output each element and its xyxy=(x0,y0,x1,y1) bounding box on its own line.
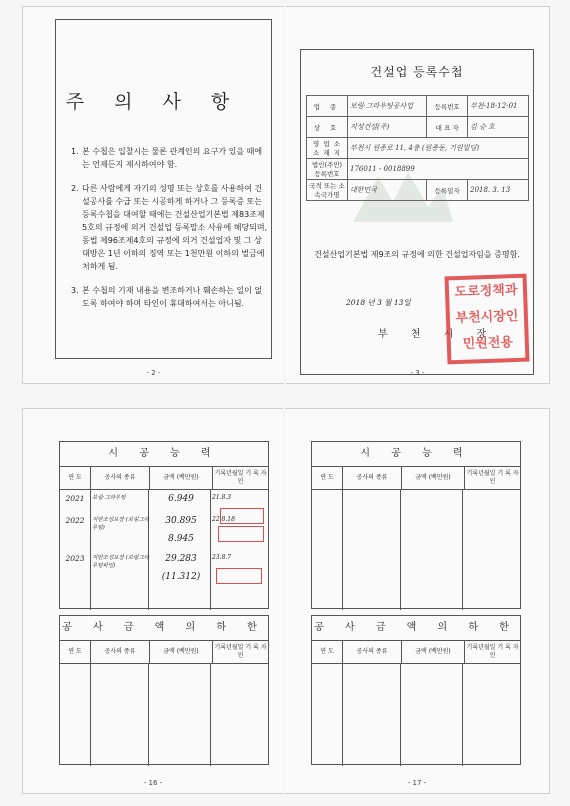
certification-text: 건설산업기본법 제9조의 규정에 의한 건설업자임을 증명함. xyxy=(314,250,520,259)
page-17 xyxy=(285,408,550,794)
row-note: 22.8.18 xyxy=(212,516,235,523)
record-stamp xyxy=(218,526,264,542)
seal-line: 부천시장인 xyxy=(455,308,519,327)
row-year: 2023 xyxy=(65,554,85,563)
nationality-label: 국적 또는 소속국가명 xyxy=(307,180,348,201)
record-stamp xyxy=(216,568,262,584)
corp-number-label: 법인(주민) 등록번호 xyxy=(307,159,348,180)
notice-number: 2. xyxy=(71,184,79,193)
notice-number: 3. xyxy=(71,286,79,295)
row-type: 지반조성포장 (보링그라우팅) xyxy=(92,517,150,531)
issuer-name: 부 천 시 장 xyxy=(378,329,497,340)
row-year xyxy=(60,534,90,544)
col-year: 연 도 xyxy=(312,467,343,489)
section-title: 공 사 금 액 의 하 한 xyxy=(312,616,520,641)
business-type-label: 업 종 xyxy=(307,96,348,117)
row-type: 지반조성포장 (보링그라우팅파일) xyxy=(92,555,150,569)
reg-date-value: 2018. 3. 13 xyxy=(468,180,529,201)
construction-capacity-section xyxy=(311,441,521,609)
row-year: 2021 xyxy=(65,494,85,503)
representative-label: 대 표 자 xyxy=(427,117,468,138)
col-amount: 금액 (백만원) xyxy=(150,641,213,663)
section-title: 시 공 능 력 xyxy=(312,442,520,467)
page-3 xyxy=(286,6,550,384)
notice-item xyxy=(71,182,269,273)
row-amount: 29.283 xyxy=(165,554,197,564)
notice-text: 본 수첩의 기재 내용을 변조하거나 훼손하는 일이 없도록 하여야 하며 타인이 휴대하여서는 아니됨. xyxy=(82,286,263,308)
col-type: 공사의 종류 xyxy=(91,641,150,663)
notice-text: 다른 사람에게 자기의 성명 또는 상호를 사용하여 건설공사를 수급 또는 시공하게 하거나 그 등록증 또는 등록수첩을 대여할 때에는 건설산업기본법 제83조제5호의 규정에 의거 건설업 등록말소 사유에 해당되며, 동법 제96조제4호의 규정에 의거 건설업자 및 그 상대방은 1년 이하의 징역 또는 1천만원 이하의 벌금에 처하게 됨. xyxy=(82,184,268,271)
reg-date-label: 등록일자 xyxy=(427,180,468,201)
page-number: - 16 - xyxy=(143,779,163,787)
col-type: 공사의 종류 xyxy=(343,641,402,663)
table-row xyxy=(60,494,268,504)
col-record: 기록년월일 기 록 자 인 xyxy=(214,470,267,485)
capacity-entries xyxy=(60,490,268,610)
row-type xyxy=(90,534,150,544)
col-record: 기록년월일 기 록 자 인 xyxy=(466,470,519,485)
notice-item xyxy=(71,145,269,171)
section-title: 공 사 금 액 의 하 한 xyxy=(60,616,268,641)
address-label: 영 업 소 소 재 지 xyxy=(307,138,348,159)
construction-capacity-section xyxy=(59,441,269,609)
page-number: - 2 - xyxy=(146,369,161,377)
column-headers xyxy=(60,641,268,664)
address-value: 부천시 원종로 11, 4층 (원종동, 기원빌딩) xyxy=(348,138,529,159)
page-2 xyxy=(22,6,284,384)
reg-number-label: 등록번호 xyxy=(427,96,468,117)
nationality-value: 대한민국 xyxy=(348,180,427,201)
page-number: - 3 - xyxy=(410,369,425,377)
minimum-entries xyxy=(60,664,268,766)
row-amount: (11.312) xyxy=(161,572,201,582)
row-note: 21.8.3 xyxy=(212,494,232,501)
row-amount: 8.945 xyxy=(168,534,194,544)
row-year: 2022 xyxy=(65,516,85,525)
capacity-entries xyxy=(312,490,520,610)
corp-number-value: 176011 - 0018899 xyxy=(348,159,529,180)
registration-table xyxy=(306,95,529,201)
reg-number-value: 부천-18-12-01 xyxy=(468,96,529,117)
contract-minimum-section xyxy=(59,615,269,765)
company-name-value: 지성건설(주) xyxy=(348,117,427,138)
business-type-value: 보링·그라우팅공사업 xyxy=(348,96,427,117)
row-note: 23.8.7 xyxy=(212,554,232,561)
row-amount: 6.949 xyxy=(168,494,194,504)
column-headers xyxy=(60,467,268,490)
row-type: 보링·그라우팅 xyxy=(92,495,126,501)
notice-item xyxy=(71,284,269,310)
notice-text: 본 수첩은 입찰시는 물론 관계인의 요구가 있을 때에는 언제든지 제시하여야 함. xyxy=(82,147,263,169)
col-year: 연 도 xyxy=(312,641,343,663)
col-type: 공사의 종류 xyxy=(91,467,150,489)
issue-date: 2018 년 3 월 13일 xyxy=(346,298,411,307)
official-seal xyxy=(444,274,529,365)
notice-number: 1. xyxy=(71,147,79,156)
record-stamp xyxy=(220,508,264,524)
representative-value: 김 승 호 xyxy=(468,117,529,138)
notice-title: 주 의 사 항 xyxy=(65,91,242,113)
notice-list xyxy=(71,145,269,321)
row-amount: 30.895 xyxy=(165,516,197,526)
col-type: 공사의 종류 xyxy=(343,467,402,489)
col-amount: 금액 (백만원) xyxy=(150,467,213,489)
section-title: 시 공 능 력 xyxy=(60,442,268,467)
col-year: 연 도 xyxy=(60,467,91,489)
column-headers xyxy=(312,467,520,490)
column-headers xyxy=(312,641,520,664)
seal-line: 민원전용 xyxy=(462,335,514,352)
contract-minimum-section xyxy=(311,615,521,765)
row-type xyxy=(90,572,150,582)
registration-title: 건설업 등록수첩 xyxy=(370,65,464,79)
col-record: 기록년월일 기 록 자 인 xyxy=(466,644,519,659)
col-year: 연 도 xyxy=(60,641,91,663)
col-amount: 금액 (백만원) xyxy=(402,467,465,489)
col-amount: 금액 (백만원) xyxy=(402,641,465,663)
col-record: 기록년월일 기 록 자 인 xyxy=(214,644,267,659)
page-number: - 17 - xyxy=(407,779,427,787)
seal-line: 도로정책과 xyxy=(454,282,518,301)
minimum-entries xyxy=(312,664,520,766)
company-name-label: 상 호 xyxy=(307,117,348,138)
page-16 xyxy=(22,408,283,794)
row-year xyxy=(60,572,90,582)
